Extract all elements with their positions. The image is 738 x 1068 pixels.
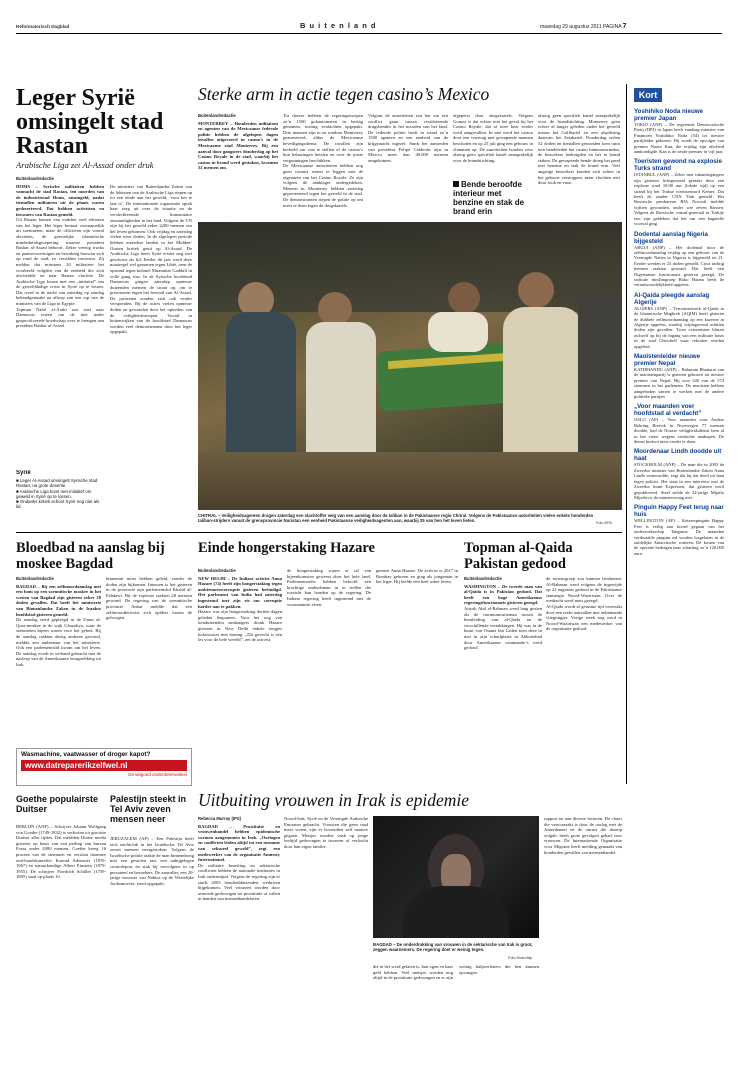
- main-article-col2: De ministers van Buitenlandse Zaken van de lidstaten van de Arabische Liga riepen op tot een einde aan het geweld, ‘voor het te laat is’. De internationale organisatie sprak haar zorg uit over de situatie en de verslechterende humanitaire omstandigheden in het land. Volgens de VN zijn bij het geweld zeker 2200 mensen om het leven gekomen. Ook vrijdag en zaterdag vielen weer doden. In de afgelopen periode hebben meerdere landen in het Midden-Oosten kritiek geuit op Al-Assad. De Arabische Liga heeft Syrië echter nog niet geschorst als lid. Eerder dit jaar werd deze maatregel wel genomen tegen Libië, toen de opstand tegen kolonel Muammar Gaddafi in volle gang was. In de Syrische hoofdstad Damascus gingen zaterdag opnieuw duizenden mensen de straat op, om te protesteren tegen het bewind van Al-Assad. De protesten zouden zich ook verder verspreiden. Bij de acties vielen opnieuw doden en gewonden door het optreden van de veiligheidstroepen. Vooral in buitenwijken van de hoofdstad Damascus werden veel demonstranten door het leger opgepakt.: [110, 184, 192, 335]
- irak-caption-text: BAGDAD – De onderdrukking van vrouwen in de sektarische van Irak is groot, zeggen waarnemers. De regering doet er weinig tegen.: [373, 942, 533, 953]
- bagdad-body1: De aanslag werd gepleegd in de Umm al-Qura-moskee in de wijk Ghazaliya, waar de soennieten bijeen waren voor het gebed. Bij de aanslag raakten dertig anderen gewond, meldde een ambtenaar van het ministerie. Ook een parlementslid kwam om het leven. De aanslag wordt in verband gebracht met de nasleep van de Amerikaanse terugtrekking uit Irak.: [16, 617, 101, 667]
- chitral-caption: [198, 513, 608, 523]
- hazare-byline: Buitenlandredactie: [198, 568, 236, 573]
- goethe-headline: Goethe populairste Duitser: [16, 794, 99, 814]
- hazare-lead: NEW DELHI – De Indiase activist Anna Hazare (74) heeft zijn hongerstaking tegen ambtenarencorruptie gisteren beëindigd. Het parlement van India had zaterdag ingestemd met zijn eis om corruptie harder aan te pakken.: [198, 575, 282, 609]
- irak-body1: De militaire bezetting en sektarische conflicten hebben de nationale instituties in Irak ondermijnd. Volgens de regering zijn er sinds 2003 honderdduizenden weduwen bijgekomen. Veel vrouwen worden door armoede gedwongen tot prostitutie of vallen in handen van mensenhandelaren.: [198, 862, 280, 902]
- header-left: Reformatorisch Dagblad: [16, 24, 70, 29]
- bullet-square-icon: [453, 181, 459, 187]
- header-date: [540, 23, 627, 30]
- bagdad-byline: Buitenlandredactie: [16, 576, 54, 581]
- hazare-col1: [198, 568, 282, 736]
- kort-text: ALGIERS (ANP) – Terreurnetwerk al-Qaida in de Islamitische Maghreb (AQIM) heeft gisteren de dubbele zelfmoordaanslag op een kazerne in Algerije opgeëist, waarbij vrijdagavond achttien doden zijn gevallen. Twee extremisten blazen zichzelf op bij de ingang van een militaire basis in de stad Cherchell waar rekruten werden opgeleid.: [634, 305, 724, 349]
- factbox-item: ■ Leger Al-Assad omsingelt Syrische stad Rastan, na grote desertie.: [16, 478, 98, 489]
- kort-label: Kort: [634, 88, 662, 102]
- hazare-body1: Hazare was zijn hongerstaking dertien dagen geleden begonnen. Voor het oog van tienduizenden aanhangers dronk Hazare gisteren in New Delhi enkele teugjes kokoswater met honing. „Dit gevecht is een les voor de hele wereld”, zei de activist.: [198, 609, 282, 643]
- date-text: maandag 29 augustus 2011 PAGINA: [540, 24, 622, 30]
- bagdad-col2: binnenuit moet hebben geleid, zonder de doden zijn bijkomen. Intussen is het gisteren in de provincie zijn parlementslid Khalid al-Fahdawi. Bij de explosie raakten 28 mensen gewond. De regering van de soennitische provincie Anbar meldde dat een zelfmoordterrorist zich opblies tussen de gelovigen.: [106, 576, 192, 621]
- main-headline: Leger Syrië omsingelt stad Rastan: [16, 86, 164, 158]
- kort-title: Dodental aanslag Nigeria bijgesteld: [634, 230, 708, 245]
- factbox-title: Syrië: [16, 470, 31, 476]
- irak-photo: [373, 816, 539, 938]
- mexico-body2: De Mexicaanse autoriteiten hebben nog geen contact weten te leggen met de eigenaren van het Casino Royale. Ze zijn volgens de aanklager ondergedoken. Mensen in Monterrey hebben zaterdag geprotesteerd tegen het geweld in de stad. De demonstranten riepen de politie op om meer te doen tegen de drugskartels.: [283, 163, 363, 208]
- mid-rule: [16, 532, 622, 533]
- ad-line3: De witgoed onderdelenwinkel: [128, 772, 187, 777]
- pakistan-byline: Buitenlandredactie: [464, 576, 502, 581]
- kort-title: Pinguin Happy Feet terug naar huis: [634, 504, 724, 519]
- pakistan-body2: de terreurgroep zou kunnen betekenen. Al-Rahman werd volgens de ingewijde op 22 augustus gedood in de Pakistaanse stamregio Noord-Waziristan. Over de toedracht werd niets gezegd.: [546, 576, 622, 604]
- main-subheadline: Arabische Liga zet Al-Assad onder druk: [16, 160, 154, 170]
- kort-divider: [626, 84, 627, 784]
- mexico-pull-quote: [453, 180, 533, 220]
- factbox-item: ■ Ondanks kritiek schoot Syrië nog niet als lid.: [16, 499, 100, 510]
- mexico-col3: Volgens de autoriteiten zou het om een conflict gaan tussen rivaliserende drugsbendes in het noorden van het land. De federale politie heeft in totaal zo’n 1500 agenten en een eenheid van de krijgsmacht ingezet. Sinds het aantreden van president Felipe Calderón zijn in Mexico meer dan 40.000 mensen omgekomen.: [368, 113, 448, 163]
- kort-column: [634, 104, 724, 794]
- factbox-item: ■ Arabische Liga komt met initiatief om geweld in Syrië op te lossen.: [16, 488, 92, 499]
- chitral-photo-credit: Foto EPA: [596, 521, 612, 525]
- pakistan-col1: [464, 576, 542, 736]
- syria-factbox: [16, 470, 104, 520]
- kort-text: WELLINGTON (AP) – Keizerspinguïn Happy Feet is veilig aan boord gegaan van het onderzoeksschip Tangaroa. De maanden verdwaalde pinguïn zal worden losgelaten in de zuidelijke Antarctische wateren. De kosten van de operatie bedragen naar schatting zo’n 120.000 euro.: [634, 518, 724, 556]
- irak-photo-credit: Foto Kiran/Afp: [508, 956, 533, 960]
- mexico-col5: alsnog geen specifiek kartel aansprakelijk voor de brandstichting. Monterrey geen echter al langer geleden onder het geweld tussen het Golfkartel en een afsplitsing daarvan, het Zetakartel. Donderdag vielen 52 doden en tientallen gewonden toen ruim tien bendeleden het casino binnenstormden, de bezoekers bedreigden en het in brand staken. De gewapende bende droeg het pand met benzine en stak de brand erin. Veel angstige bezoekers konden zich achter in het gebouw verstoppen, maar vluchten niet door rook en vuur.: [538, 113, 620, 186]
- pakistan-body3: Al-Qaida wordt al geruime tijd verzwakt door een reeks aanvallen met onbemande vliegtuigjes. Vorige week nog werd in Noord-Waziristan een medewerker van de organisatie gedood.: [546, 603, 622, 632]
- palestijn-text: JERUZALEM (AP) – Een Palestijn heeft zich nachtclub in het Israëlische Tel Aviv zeven mensen neergestoken. Volgens de Israëlische politie raakte de man binnendrong met een gestolen taxi een nabijgelegen controlepost en stak hij vervolgens in op personeel en bezoekers. De aanvaller, een 20-jarige inwoner van Nablus op de Westelijke Jordaanoever, werd opgepakt.: [110, 836, 194, 886]
- kort-text: STOCKHOLM (ANP) – De man die in 2003 de Zweedse minister van Buitenlandse Zaken Anna Lindh vermoordde, zegt dat hij dat deed uit haat tegen politici. Het staat in een interview met de Zweedse krant Expressen, dat gisteren werd gepubliceerd. Steel stelde de 32-jarige Mijailo Mijailovic de ministervraag niet.: [634, 462, 724, 500]
- mexico-col1: [198, 113, 278, 218]
- section-name: B u i t e n l a n d: [300, 21, 377, 30]
- kort-text: KATHMANDU (ANP) – Baburam Bhattarai van de maoïstenpartij is gisteren gekozen tot nieuwe premier van Nepal. Hij won 340 van de 574 stemmen in het parlement. De maoïsten hebben aangeboden samen te werken met de andere politieke partijen.: [634, 367, 724, 400]
- bagdad-headline: Bloedbad na aanslag bij moskee Bagdad: [16, 540, 165, 572]
- chitral-photo: [198, 222, 622, 510]
- pakistan-col2: [546, 576, 622, 736]
- ad-line1: Wasmachine, vaatwasser of droger kapot?: [21, 751, 151, 758]
- palestijn-headline: Palestijn steekt in Tel Aviv zeven mensen neer: [110, 794, 187, 824]
- caption-text: CHITRAL – Veiligheidsagenten dragen zaterdag een slachtoffer weg van een aanslag door de taliban in de Pakistaanse regio Chitral. Volgens de Pakistaanse autoriteiten vielen enkele honderden taliban-strijders vanuit de grensprovincie Nuristan een eenheid Pakistaanse veiligheidsagenten aan, waarbij 25 van hen het leven lieten.: [198, 513, 594, 524]
- hazare-col3: gemoet Anna Hazare. De activist is 2017 in Bombay geboren en ging als jongeman in het leger. Hij leefde een heel sober leven.: [376, 568, 458, 585]
- mexico-col2: [283, 113, 363, 218]
- irak-col1: [198, 816, 280, 1056]
- main-byline: Buitenlandredactie: [16, 176, 54, 181]
- mexico-byline: Buitenlandredactie: [198, 113, 236, 118]
- main-body1: Uit Rastan komen van oudsher veel rekruten van het leger. Het leger bestaat voornamelijk uit soennieten, maar de officieren zijn vooral alevieten, de geestelijke islamitische minderheidsgroepering waartoe president Bashar al-Assad behoort. Zeker veertig trucks en pantservoertuigen en bewaking bouwen zich op rond de stad, zo vertelden inwoners. Zij melden dat minstens 20 militairen het voorbeeld volgden van de eenheid die zich afscheidde en naar Rastan vluchtte. De Arabische Liga kwam met een „initiatief” om de gewelddadige crisis in Syrië op te lossen. Dat werd in de nacht van zaterdag op zondag bekendgemaakt na afloop van een top van de ministers van de Liga in Egypte.: [16, 217, 104, 307]
- kort-title: Maoïstenleider nieuwe premier Nepal: [634, 353, 701, 367]
- kort-title: Yoshihiko Noda nieuwe premier Japan: [634, 108, 703, 122]
- irak-lead: BAGDAD – Prostitutie en vrouwenhandel hebben epidemische vormen aangenomen in Irak. „Oorlogen en conflicten leiden altijd tot een toename van seksueel geweld”, zegt een medewerker van de organisatie Amnesty International.: [198, 823, 280, 863]
- bagdad-col1: [16, 576, 101, 734]
- kort-title: „Voor maanden voer hoofdstad al verdacht”: [634, 403, 702, 418]
- mexico-lead: MONTERREY – Honderden militairen en agenten van de Mexicaanse federale politie hebben de afgelopen dagen invallen uitgevoerd in casino’s in de Mexicaanse stad Monterrey. Bij een aanval door gangsters donderdag op het Casino Royale in de stad, waarbij het casino in brand werd gestoken, kwamen 52 mensen om.: [198, 120, 278, 171]
- mexico-col4: afgeperst door drugskartels. Volgens Gomez is dat echter niet het geval bij het Casino Royale, dat al twee keer eerder werd aangevallen. In mei werd het casino door een voertuig met gewapende mannen beschoten en op 25 juli ging een gebouw in vlammen op. De autoriteiten houden voor alsnog geen specifiek kartel aansprakelijk voor de brandstichting.: [453, 113, 533, 163]
- irak-caption: [373, 942, 539, 952]
- main-lead: HOMS – Syrische militairen hebben vannacht de stad Rastan, ten noorden van de industriestad Homs, omsingeld, nadat tientallen militairen uit de plaats waren gedeserteerd. Dat hebben activisten en inwoners van Rastan gemeld.: [16, 183, 104, 217]
- kort-title: Toeristen gewond na explosie Turks strand: [634, 158, 722, 173]
- main-body2: Topman Nabil al-Arabi zou snel naar Damascus reizen om de niet nader gespecificeerde boodschap over te brengen aan president Bashar al-Assad.: [16, 306, 104, 329]
- main-article-col1: [16, 176, 104, 466]
- goethe-text: BERLIJN (ANP) – Schrijver Johann Wolfgang von Goethe (1749-1832) is verkozen tot grootste Duitser aller tijden. Dat meldden Duitse media gisteren op basis van een peiling van bureau Forsa onder 2000 mensen. Goethe kreeg 16 procent van de stemmen en verslaat daarmee oud-bondskanselier Konrad Adenauer (1876-1967) en natuurkundige Albert Einstein (1879-1955). De schrijver Friedrich Schiller (1759-1805) staat op plaats 10.: [16, 824, 106, 880]
- ad-url[interactable]: www.datreparerikzelfwel.nl: [21, 760, 187, 771]
- kort-title: Al-Qaida pleegde aanslag Algerije: [634, 291, 710, 306]
- pakistan-body1: Atiyah Abd al-Rahman werd lang gezien als de communicatieman tussen de kernleiding van al-Qaida en de verschillende vertakkingen. Hij was in de buurt van Osama bin Laden toen deze in mei in zijn schuilplaats in Abbottabad door Amerikaanse commando’s werd gedood.: [464, 605, 542, 651]
- hazare-col2: de hongerstaking waren er tal van bijeenkomsten geweest door het hele land. Parlementariërs hebben beloofd een krachtige ombudsman in te stellen die toezicht kan houden op de regering. De Indiase regering heeft ingestemd met de voornaamste eisen.: [287, 568, 371, 607]
- header-rule: [16, 33, 722, 34]
- mexico-body1: Tot dusver hebben de regeringstroepen zo’n 1500 gokautomaten in beslag genomen, twintig verdachten opgepakt. Drie mannen zijn in en rondom Monterrey gearresteerd, aldus de Mexicaanse beveiligingsdienst. De invallen zijn bedoeld om vast te stellen of de casino’s hun belastingen betalen en over de juiste vergunningen beschikken.: [283, 113, 363, 163]
- advertisement[interactable]: [16, 748, 192, 786]
- pull-quote-text: Bende beroofde interieur met benzine en stak de brand erin: [453, 180, 525, 216]
- irak-col2: Noord-Irak, Syrië en de Verenigde Arabische Emiraten gebracht. Vrouwen die geen raad meer weten, zijn er bovendien zelf naartoe gegaan. Meisjes worden vaak op jonge leeftijd gedwongen te trouwen of verkocht door hun eigen familie.: [284, 816, 368, 849]
- bagdad-lead: BAGDAD – Bij een zelfmoordaanslag met een bom op een soennitische moskee in het westen van Bagdad zijn gisteren zeker 28 doden gevallen. Dat heeft het ministerie van Binnenlandse Zaken in de Iraakse hoofdstad gisteren gemeld.: [16, 583, 101, 617]
- kort-text: OSLO (AP) – Voor maanden voor Anders Behring Breivik in Noorwegen 77 mensen doodde, had de Noorse veiligheidsdienst hem al in het vizier wegens verdachte aankopen. De dienst besloot niets verder te doen.: [634, 417, 724, 445]
- kort-text: TOKIO (ANP) – De regerende Democratische Partij (DPJ) in Japan heeft vandaag minister van Financiën Yoshihiko Noda (54) tot nieuwe partijleider gekozen. Hij wordt de opvolger van premier Naoto Kan, die vrijdag zijn afscheid aankondigde. Kan is de zesde premier in vijf jaar.: [634, 122, 724, 155]
- irak-byline: Rebecca Murray (IPS): [198, 816, 242, 821]
- pakistan-headline: Topman al-Qaida Pakistan gedood: [464, 540, 573, 572]
- kort-text: ABUJA (ANP) – Het dodental door de zelfmoordaanslag vrijdag op een gebouw van de Verenigde Naties in Nigeria is bijgesteld tot 21. Eerder werden er 23 doden gemeld. Circa tachtig mensen raakten gewond. Dat heeft een Nigeriaanse functionaris gisteren gezegd. De radicale moslimgroep Boko Haram heeft de verantwoordelijkheid opgeëist.: [634, 244, 724, 288]
- kort-text: ISTANBUL (ANP) – Zeker tien vakantiegangers zijn gisteren lichtgewond geraakt door een explosie rond 10.00 uur (lokale tijd) op een strand bij het Turkse toeristenoord Kemer. Dat heeft de zender CNN Türk gemeld. Het Russische persbureau RIA Novosti meldde vijftien gewonden, onder wie zeven Russen. Volgens de Russische consul-generaal in Turkije zou zijn gebleken dat het om een bagatelle voorval ging.: [634, 172, 724, 227]
- irak-col3: die in het werd gelaten is, hun ogen en haar geld hebben. Veel meisjes worden nog altijd in de prostitutie gedwongen en er zijn weinig hulpverleners die hen kunnen opvangen.: [373, 964, 539, 981]
- pakistan-lead: WASHINGTON – De tweede man van al-Qaida is in Pakistan gedood. Dat heeft een hoge Amerikaanse regeringsfunctionaris gisteren gezegd.: [464, 583, 542, 606]
- irak-headline: Uitbuiting vrouwen in Irak is epidemie: [198, 790, 470, 810]
- hazare-headline: Einde hongerstaking Hazare: [198, 540, 375, 556]
- irak-col4: rapport tot aan diverse factoren. De chaos die veroorzaakt is door de oorlog met de Amerikanen en de onrust die daarop volgde, heeft grote gevolgen gehad voor vrouwen. De Internationale Organisatie voor Migratie heeft melding gemaakt van honderden gevallen van mensenhandel.: [544, 816, 622, 855]
- kort-title: Moordenaar Lindh doodde uit haat: [634, 448, 722, 463]
- page-number: 7: [622, 23, 627, 30]
- mexico-headline: Sterke arm in actie tegen casino’s Mexico: [198, 84, 490, 104]
